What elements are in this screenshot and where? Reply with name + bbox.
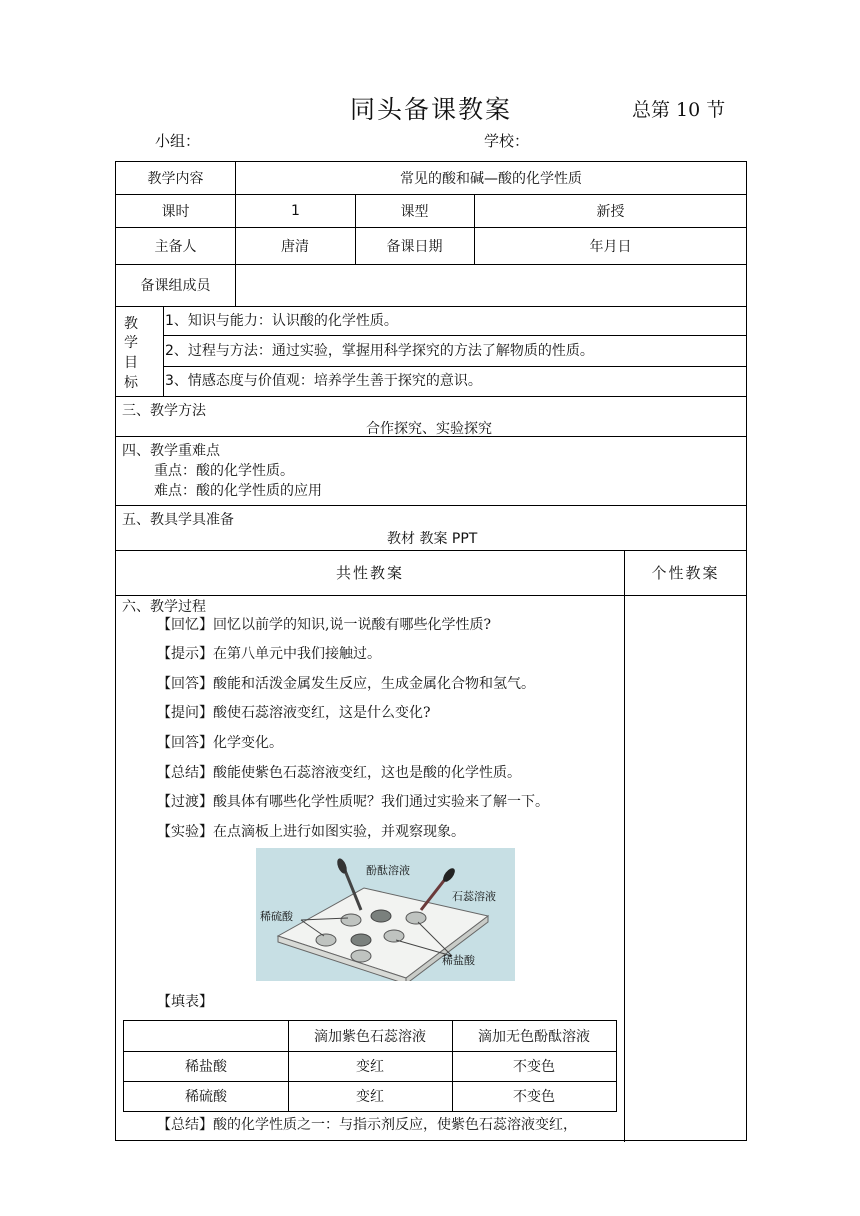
process-line: 【实验】在点滴板上进行如图实验，并观察现象。 xyxy=(157,824,465,840)
lesson-number: 总第 10 节 xyxy=(632,99,726,121)
date-label: 备课日期 xyxy=(386,238,443,255)
rule xyxy=(116,505,746,506)
date-value: 年月日 xyxy=(589,238,632,255)
objectives-label-4: 标 xyxy=(124,375,138,391)
hours-label: 课时 xyxy=(161,203,190,220)
page-title: 同头备课教案 xyxy=(350,95,513,124)
content-label: 教学内容 xyxy=(147,171,204,187)
process-heading: 六、教学过程 xyxy=(122,599,206,615)
table-header-cell: 滴加无色酚酞溶液 xyxy=(478,1029,590,1045)
label-phenolphthalein: 酚酞溶液 xyxy=(366,864,410,877)
tools-value: 教材 教案 PPT xyxy=(387,531,478,547)
common-plan-header: 共性教案 xyxy=(335,564,404,582)
lead-value: 唐清 xyxy=(281,238,309,255)
method-value: 合作探究、实验探究 xyxy=(366,421,492,437)
rule xyxy=(163,335,746,336)
tools-heading: 五、教具学具准备 xyxy=(122,512,234,528)
hours-value: 1 xyxy=(291,202,300,219)
rule xyxy=(116,306,746,307)
table-header-cell xyxy=(124,1021,288,1051)
process-line: 【回答】化学变化。 xyxy=(157,735,283,751)
objective-item: 3、情感态度与价值观：培养学生善于探究的意识。 xyxy=(165,373,482,389)
group-label: 小组： xyxy=(155,132,201,150)
type-label: 课型 xyxy=(400,203,429,220)
objective-item: 2、过程与方法：通过实验，掌握用科学探究的方法了解物质的性质。 xyxy=(165,343,594,359)
rule xyxy=(163,306,164,396)
process-summary: 【总结】酸的化学性质之一：与指示剂反应，使紫色石蕊溶液变红， xyxy=(157,1117,577,1133)
rule xyxy=(116,396,746,397)
fill-table-label: 【填表】 xyxy=(157,994,213,1010)
table-cell: 变红 xyxy=(356,1089,384,1105)
table-cell: 稀盐酸 xyxy=(185,1059,227,1075)
label-sulfuric-acid: 稀硫酸 xyxy=(260,910,293,923)
process-line: 【回答】酸能和活泼金属发生反应，生成金属化合物和氢气。 xyxy=(157,676,535,692)
keypoints-key: 重点：酸的化学性质。 xyxy=(154,463,294,479)
process-line: 【提问】酸使石蕊溶液变红，这是什么变化? xyxy=(157,705,431,721)
process-line: 【总结】酸能使紫色石蕊溶液变红，这也是酸的化学性质。 xyxy=(157,765,521,781)
keypoints-heading: 四、教学重难点 xyxy=(122,443,220,459)
process-line: 【提示】在第八单元中我们接触过。 xyxy=(157,646,381,662)
spot-plate-figure xyxy=(256,848,515,981)
process-line: 【过渡】酸具体有哪些化学性质呢？我们通过实验来了解一下。 xyxy=(157,794,549,810)
label-litmus: 石蕊溶液 xyxy=(452,890,496,903)
label-hydrochloric-acid: 稀盐酸 xyxy=(442,954,475,967)
school-label: 学校： xyxy=(484,132,530,150)
table-cell: 不变色 xyxy=(513,1059,555,1075)
members-label: 备课组成员 xyxy=(140,278,211,294)
rule xyxy=(163,366,746,367)
objective-item: 1、知识与能力：认识酸的化学性质。 xyxy=(165,313,398,329)
personal-plan-header: 个性教案 xyxy=(651,564,720,582)
objectives-label-3: 目 xyxy=(124,355,138,371)
lead-label: 主备人 xyxy=(154,238,197,255)
rule xyxy=(116,595,746,596)
observation-table xyxy=(123,1020,617,1112)
process-line: 【回忆】回忆以前学的知识,说一说酸有哪些化学性质? xyxy=(157,617,491,633)
method-heading: 三、教学方法 xyxy=(122,403,206,419)
table-cell: 不变色 xyxy=(513,1089,555,1105)
table-cell: 变红 xyxy=(356,1059,384,1075)
rule xyxy=(624,550,625,1142)
table-header-cell: 滴加紫色石蕊溶液 xyxy=(314,1029,426,1045)
objectives-label-1: 教 xyxy=(124,316,138,332)
keypoints-difficult: 难点：酸的化学性质的应用 xyxy=(154,483,322,499)
type-value: 新授 xyxy=(596,203,625,220)
table-cell: 稀硫酸 xyxy=(185,1089,227,1105)
content-value: 常见的酸和碱—酸的化学性质 xyxy=(400,171,582,187)
objectives-label-2: 学 xyxy=(124,335,138,351)
